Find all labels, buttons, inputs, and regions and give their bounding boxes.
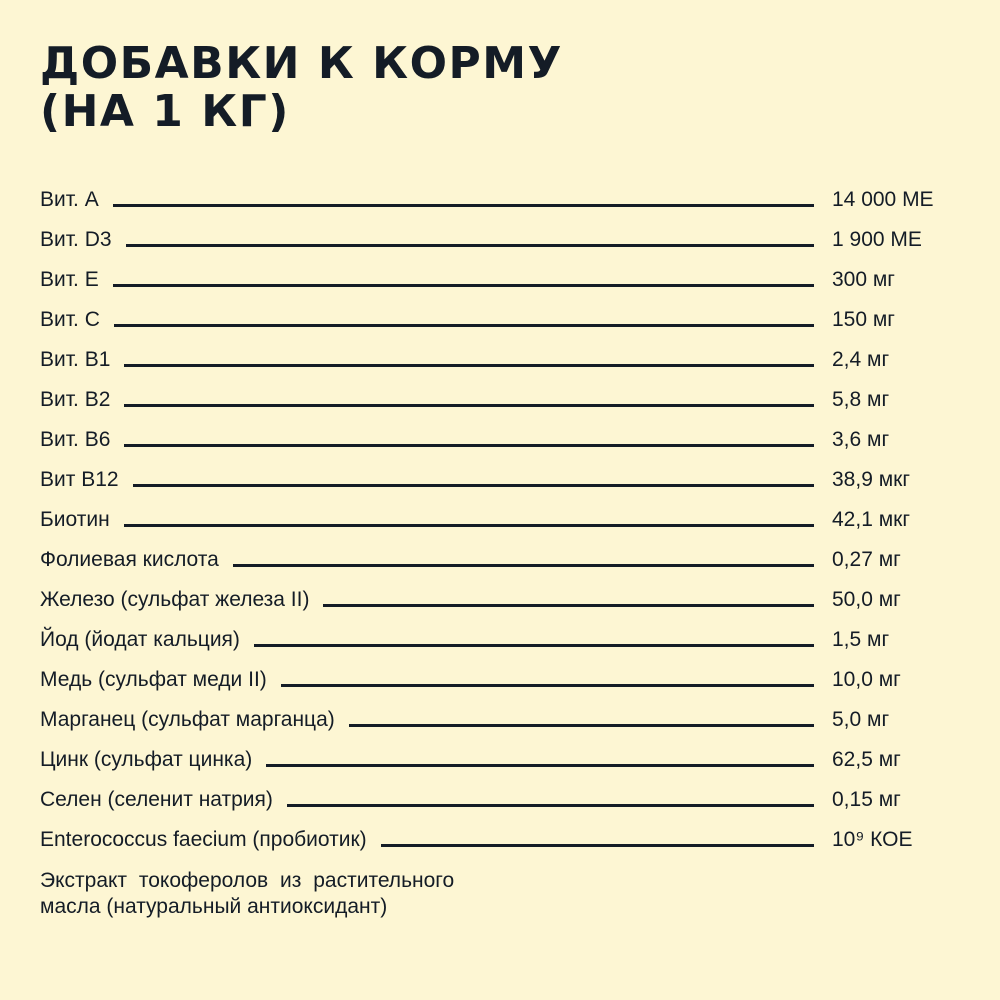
supplement-name: Вит. E — [40, 268, 99, 291]
supplement-row — [40, 820, 960, 860]
supplement-name: Биотин — [40, 508, 110, 531]
supplement-row — [40, 300, 960, 340]
supplement-name: Вит B12 — [40, 468, 119, 491]
leader-line — [124, 404, 814, 407]
supplement-name: Вит. B6 — [40, 428, 111, 451]
supplement-amount: 0,15 мг — [832, 788, 901, 811]
supplement-name: Медь (сульфат меди II) — [40, 668, 267, 691]
supplement-amount: 1 900 МЕ — [832, 228, 922, 251]
supplement-row — [40, 580, 960, 620]
supplement-amount: 150 мг — [832, 308, 895, 331]
supplement-row — [40, 700, 960, 740]
supplement-name: Вит. B1 — [40, 348, 111, 371]
supplement-name: Цинк (сульфат цинка) — [40, 748, 253, 771]
supplement-row — [40, 220, 960, 260]
supplement-name: Enterococcus faecium (пробиотик) — [40, 828, 367, 851]
supplement-row — [40, 500, 960, 540]
supplement-name: Марганец (сульфат марганца) — [40, 708, 335, 731]
supplement-list — [40, 180, 960, 860]
supplement-row — [40, 420, 960, 460]
leader-line — [124, 364, 814, 367]
leader-line — [124, 444, 814, 447]
supplement-amount: 3,6 мг — [832, 428, 890, 451]
supplement-name: Йод (йодат кальция) — [40, 628, 240, 651]
supplement-amount: 5,8 мг — [832, 388, 890, 411]
leader-line — [233, 564, 814, 567]
leader-line — [113, 204, 814, 207]
leader-line — [133, 484, 814, 487]
title-line-1: ДОБАВКИ К КОРМУ — [40, 38, 563, 89]
leader-line — [349, 724, 814, 727]
supplement-row — [40, 780, 960, 820]
supplement-row — [40, 620, 960, 660]
supplement-row — [40, 260, 960, 300]
supplement-amount: 50,0 мг — [832, 588, 901, 611]
leader-line — [114, 324, 814, 327]
note-line-2: масла (натуральный антиоксидант) — [40, 895, 388, 918]
leader-line — [126, 244, 814, 247]
supplement-amount: 62,5 мг — [832, 748, 901, 771]
supplement-amount: 5,0 мг — [832, 708, 890, 731]
supplement-name: Фолиевая кислота — [40, 548, 219, 571]
supplement-name: Вит. C — [40, 308, 100, 331]
supplement-row — [40, 180, 960, 220]
supplement-amount: 1,5 мг — [832, 628, 890, 651]
leader-line — [287, 804, 814, 807]
supplement-name: Вит. D3 — [40, 228, 112, 251]
supplement-row — [40, 540, 960, 580]
supplement-row — [40, 460, 960, 500]
supplement-name: Селен (селенит натрия) — [40, 788, 273, 811]
supplement-amount: 14 000 МЕ — [832, 188, 934, 211]
supplement-name: Вит. A — [40, 188, 99, 211]
supplement-amount: 10⁹ КОЕ — [832, 828, 913, 851]
leader-line — [113, 284, 814, 287]
leader-line — [266, 764, 814, 767]
supplement-row — [40, 740, 960, 780]
note-line-1: Экстракт токоферолов из растительного — [40, 869, 455, 892]
supplement-amount: 300 мг — [832, 268, 895, 291]
supplement-amount: 10,0 мг — [832, 668, 901, 691]
supplement-amount: 2,4 мг — [832, 348, 890, 371]
supplement-name: Железо (сульфат железа II) — [40, 588, 310, 611]
supplement-row — [40, 380, 960, 420]
leader-line — [124, 524, 814, 527]
leader-line — [254, 644, 814, 647]
leader-line — [323, 604, 814, 607]
supplement-row — [40, 660, 960, 700]
supplement-name: Вит. B2 — [40, 388, 111, 411]
supplement-amount: 42,1 мкг — [832, 508, 910, 531]
title-line-2: (НА 1 КГ) — [40, 86, 290, 137]
leader-line — [381, 844, 814, 847]
supplement-amount: 0,27 мг — [832, 548, 901, 571]
supplement-row — [40, 340, 960, 380]
supplement-amount: 38,9 мкг — [832, 468, 910, 491]
page-title — [40, 40, 563, 136]
antioxidant-note — [40, 868, 600, 920]
leader-line — [281, 684, 814, 687]
